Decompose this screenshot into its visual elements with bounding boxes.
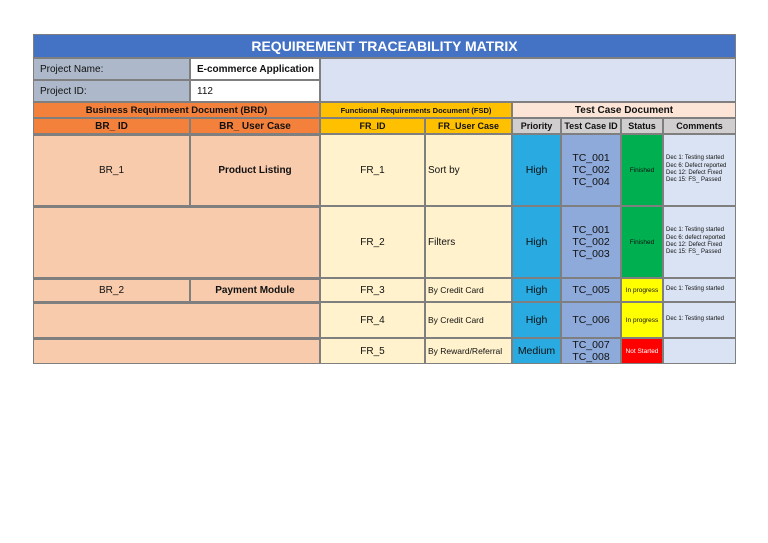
fr-use-case-text: Filters (428, 236, 456, 248)
comment-line: Dec 1: Testing started (666, 227, 724, 234)
br-id-cell: BR_1 (33, 134, 190, 206)
col-header-br-id: BR_ ID (33, 118, 190, 134)
br-id-cell: BR_2 (33, 278, 190, 302)
status-text: In progress (625, 286, 659, 294)
test-case-id: TC_005 (572, 284, 610, 296)
priority-text: High (525, 164, 548, 176)
comment-line: Dec 1: Testing started (666, 286, 724, 293)
comment-line: Dec 15: FS_ Passed (666, 177, 722, 184)
priority-text: High (525, 236, 548, 248)
priority-cell (512, 302, 561, 338)
project-id-label: Project ID: (33, 80, 190, 102)
test-case-id: TC_003 (572, 248, 610, 260)
br-empty-cell (33, 302, 320, 338)
test-case-id-cell (561, 302, 621, 338)
test-case-id-cell (561, 338, 621, 364)
priority-cell (512, 134, 561, 206)
comment-line: Dec 1: Testing started (666, 155, 724, 162)
status-text: Finished (629, 166, 655, 174)
comments-cell (663, 206, 736, 278)
test-case-id-cell (561, 134, 621, 206)
priority-cell (512, 278, 561, 302)
col-header-comments: Comments (663, 118, 736, 134)
status-text: Not Started (625, 347, 659, 355)
comment-line: Dec 12: Defect Fixed (666, 242, 723, 248)
test-case-id: TC_001 (572, 224, 610, 236)
fr-id-cell (320, 302, 425, 338)
status-badge (621, 278, 663, 302)
tcd-section-header: Test Case Document (512, 102, 736, 118)
status-badge (621, 338, 663, 364)
fr-use-case-cell (425, 134, 512, 206)
col-header-fr-id: FR_ID (320, 118, 425, 134)
col-header-priority: Priority (512, 118, 561, 134)
comments-cell (663, 302, 736, 338)
project-name-label: Project Name: (33, 58, 190, 80)
comments-cell (663, 338, 736, 364)
fr-use-case-cell (425, 278, 512, 302)
status-badge (621, 302, 663, 338)
fr-id-text: FR_4 (360, 314, 385, 326)
fr-id-text: FR_5 (360, 345, 385, 357)
test-case-id: TC_007 (572, 339, 610, 351)
priority-text: High (525, 284, 548, 296)
col-header-status: Status (621, 118, 663, 134)
fr-use-case-text: Sort by (428, 164, 460, 176)
br-empty-cell (33, 338, 320, 364)
matrix-title: REQUIREMENT TRACEABILITY MATRIX (33, 34, 736, 58)
test-case-id: TC_002 (572, 164, 610, 176)
fr-id-text: FR_1 (360, 164, 385, 176)
col-header-test-case-id: Test Case ID (561, 118, 621, 134)
test-case-id: TC_004 (572, 176, 610, 188)
project-id-value: 112 (190, 80, 320, 102)
status-badge (621, 206, 663, 278)
status-text: In progress (625, 316, 659, 324)
col-header-fr-use-case: FR_User Case (425, 118, 512, 134)
fr-use-case-cell (425, 338, 512, 364)
fr-id-cell (320, 338, 425, 364)
fr-id-text: FR_3 (360, 284, 385, 296)
test-case-id: TC_008 (572, 351, 610, 363)
fr-use-case-text: By Credit Card (428, 285, 484, 295)
comments-cell (663, 278, 736, 302)
priority-text: Medium (517, 345, 556, 357)
traceability-matrix (33, 34, 736, 364)
col-header-br-use-case: BR_ User Case (190, 118, 320, 134)
project-name-value: E-commerce Application (190, 58, 320, 80)
status-text: Finished (629, 238, 655, 246)
comment-line: Dec 15: FS_ Passed (666, 249, 722, 256)
priority-text: High (525, 314, 548, 326)
br-empty-cell (33, 206, 320, 278)
test-case-id-cell (561, 278, 621, 302)
brd-section-header: Business Requirmeent Document (BRD) (33, 102, 320, 118)
fr-use-case-cell (425, 206, 512, 278)
fr-id-text: FR_2 (360, 236, 385, 248)
project-info-blank (320, 58, 736, 102)
comment-line: Dec 6: defect reported (666, 234, 726, 241)
priority-cell (512, 206, 561, 278)
comment-line: Dec 6: Defect reported (666, 162, 727, 169)
status-badge (621, 134, 663, 206)
fr-id-cell (320, 206, 425, 278)
comment-line: Dec 1: Testing started (666, 316, 724, 323)
br-use-case-cell: Payment Module (190, 278, 320, 302)
priority-cell (512, 338, 561, 364)
fr-use-case-text: By Credit Card (428, 315, 484, 325)
fr-use-case-text: By Reward/Referral (428, 346, 503, 356)
comments-cell (663, 134, 736, 206)
test-case-id: TC_002 (572, 236, 610, 248)
fsd-section-header: Functional Requirements Document (FSD) (320, 102, 512, 118)
fr-use-case-cell (425, 302, 512, 338)
test-case-id-cell (561, 206, 621, 278)
test-case-id: TC_001 (572, 152, 610, 164)
fr-id-cell (320, 134, 425, 206)
test-case-id: TC_006 (572, 314, 610, 326)
comment-line: Dec 12: Defect Fixed (666, 170, 723, 176)
br-use-case-cell: Product Listing (190, 134, 320, 206)
fr-id-cell (320, 278, 425, 302)
